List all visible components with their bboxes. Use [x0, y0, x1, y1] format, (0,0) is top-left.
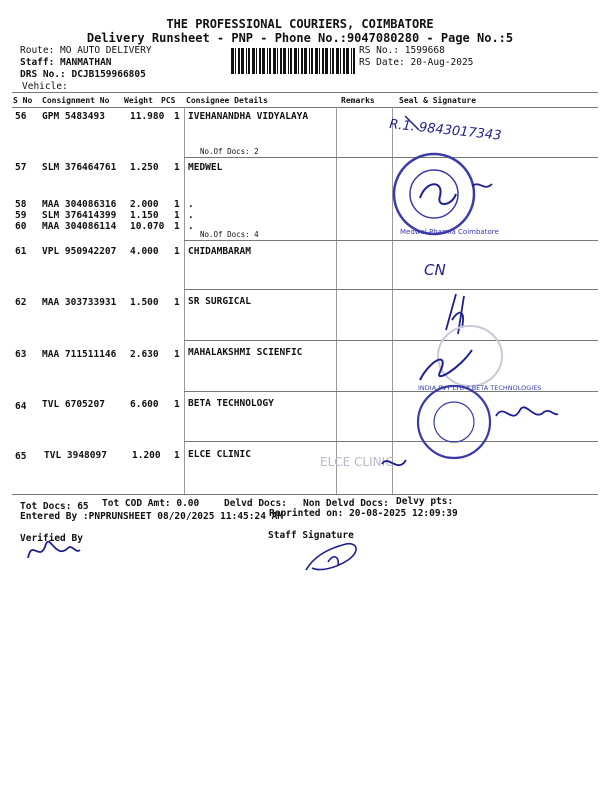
- non-delvd-docs: Non Delvd Docs:: [303, 498, 389, 509]
- handwritten-phone-row56: [385, 108, 555, 150]
- medwel-pharma-stamp: [392, 150, 502, 238]
- handwritten-initials-text: CN: [424, 261, 446, 279]
- barcode-bar: [301, 48, 303, 74]
- pcs: 1: [174, 297, 180, 308]
- row-divider: [184, 441, 598, 442]
- barcode: [231, 48, 355, 74]
- tot-cod-amt: Tot COD Amt: 0.00: [102, 498, 200, 509]
- consignment-no: MAA 711511146: [42, 349, 117, 360]
- barcode-bar: [288, 48, 289, 74]
- signature-stroke: [306, 544, 356, 570]
- row-divider: [184, 391, 598, 392]
- barcode-bar: [346, 48, 349, 74]
- stamp-inner-ring: [434, 402, 474, 442]
- rs-date: RS Date: 20-Aug-2025: [359, 57, 474, 68]
- signature-stroke: [446, 294, 464, 334]
- document-title: THE PROFESSIONAL COURIERS, COIMBATORE: [166, 17, 434, 31]
- delvy-pts: Delvy pts:: [396, 496, 454, 507]
- consignment-no: TVL 6705207: [42, 399, 105, 410]
- docs-note: No.Of Docs: 4: [200, 230, 259, 239]
- sno: 62: [15, 297, 27, 308]
- col-sno: S No: [13, 96, 33, 105]
- signature-stroke: [28, 542, 80, 558]
- barcode-bar: [336, 48, 339, 74]
- barcode-bar: [319, 48, 320, 74]
- handwritten-initials-row61: [420, 255, 460, 285]
- route-label: Route: MO AUTO DELIVERY: [20, 45, 152, 56]
- col-consignment: Consignment No: [42, 96, 110, 105]
- sno: 56: [15, 111, 27, 122]
- weight: 2.000: [130, 199, 159, 210]
- pcs: 1: [174, 349, 180, 360]
- consignee: BETA TECHNOLOGY: [188, 398, 274, 409]
- consignee: .: [188, 199, 194, 210]
- row-divider: [184, 340, 598, 341]
- pcs: 1: [174, 399, 180, 410]
- stamp-lettering: Medwel Pharma Coimbatore: [400, 228, 499, 236]
- header-top-rule: [12, 92, 598, 93]
- col-separator: [336, 107, 337, 495]
- signature-stroke: [382, 460, 406, 465]
- rs-number: RS No.: 1599668: [359, 45, 445, 56]
- tot-docs: Tot Docs: 65: [20, 501, 89, 512]
- consignment-no: MAA 303733931: [42, 297, 117, 308]
- pcs: 1: [174, 210, 180, 221]
- barcode-bar: [351, 48, 352, 74]
- barcode-bar: [241, 48, 244, 74]
- beta-technologies-stamp: [412, 382, 562, 462]
- barcode-bar: [309, 48, 310, 74]
- stamp-inner-ring: [410, 170, 458, 218]
- sno: 60: [15, 221, 27, 232]
- col-pcs: PCS: [161, 96, 176, 105]
- docs-note: No.Of Docs: 2: [200, 147, 259, 156]
- stamp-outer-ring: [394, 154, 474, 234]
- barcode-bar: [248, 48, 250, 74]
- weight: 1.250: [130, 162, 159, 173]
- consignee: MAHALAKSHMI SCIENFIC: [188, 347, 303, 358]
- stamp-signature-scribble: [420, 184, 456, 204]
- barcode-bar: [283, 48, 286, 74]
- barcode-bar: [332, 48, 334, 74]
- consignee: IVEHANANDHA VIDYALAYA: [188, 111, 309, 122]
- barcode-bar: [322, 48, 324, 74]
- entered-by: Entered By :PNPRUNSHEET 08/20/2025 11:45:24 AM: [20, 511, 284, 522]
- col-separator: [184, 107, 185, 495]
- barcode-bar: [294, 48, 297, 74]
- staff-label: Staff: MANMATHAN: [20, 57, 112, 68]
- barcode-bar: [315, 48, 318, 74]
- row-divider: [184, 289, 598, 290]
- staff-signature-label: Staff Signature: [268, 530, 354, 541]
- weight: 1.200: [132, 450, 161, 461]
- barcode-bar: [273, 48, 276, 74]
- barcode-bar: [290, 48, 292, 74]
- pcs: 1: [174, 246, 180, 257]
- col-weight: Weight: [124, 96, 153, 105]
- barcode-bar: [311, 48, 313, 74]
- barcode-bar: [353, 48, 355, 74]
- consignee: MEDWEL: [188, 162, 223, 173]
- faint-stamp-ring: [438, 326, 502, 386]
- handwritten-phone-text: R.1. 9843017343: [388, 117, 502, 144]
- barcode-bar: [238, 48, 240, 74]
- col-separator: [392, 107, 393, 495]
- vehicle-label: Vehicle:: [22, 81, 68, 92]
- col-remarks: Remarks: [341, 96, 375, 105]
- consignee: SR SURGICAL: [188, 296, 251, 307]
- barcode-bar: [343, 48, 345, 74]
- signature-stroke: [420, 350, 472, 380]
- barcode-bar: [325, 48, 328, 74]
- sno: 59: [15, 210, 27, 221]
- sno: 64: [15, 401, 27, 412]
- barcode-bar: [340, 48, 341, 74]
- signature-row63: [410, 320, 510, 392]
- barcode-bar: [235, 48, 236, 74]
- weight: 10.070: [130, 221, 165, 232]
- weight: 1.150: [130, 210, 159, 221]
- stamp-tail-stroke: [472, 184, 492, 187]
- barcode-bar: [330, 48, 331, 74]
- elce-clinic-stamp: [318, 448, 518, 496]
- consignee: ELCE CLINIC: [188, 449, 251, 460]
- table-bottom-rule: [12, 494, 598, 495]
- delvd-docs: Delvd Docs:: [224, 498, 287, 509]
- consignee: .: [188, 221, 194, 232]
- stamp-outer-ring: [418, 386, 490, 458]
- pcs: 1: [174, 199, 180, 210]
- col-consignee: Consignee Details: [186, 96, 268, 105]
- barcode-bar: [267, 48, 268, 74]
- header-bottom-rule: [12, 107, 598, 108]
- consignment-no: SLM 376464761: [42, 162, 117, 173]
- stamp-lettering: ELCE CLINIC: [320, 455, 394, 469]
- barcode-bar: [256, 48, 257, 74]
- consignee: .: [188, 210, 194, 221]
- handwritten-underline: [405, 116, 419, 130]
- weight: 1.500: [130, 297, 159, 308]
- sno: 65: [15, 451, 27, 462]
- col-seal: Seal & Signature: [399, 96, 477, 105]
- consignee: CHIDAMBARAM: [188, 246, 251, 257]
- barcode-bar: [231, 48, 234, 74]
- barcode-bar: [269, 48, 271, 74]
- barcode-bar: [280, 48, 282, 74]
- sno: 57: [15, 162, 27, 173]
- row-divider: [184, 157, 598, 158]
- barcode-bar: [277, 48, 278, 74]
- barcode-bar: [298, 48, 299, 74]
- consignment-no: TVL 3948097: [44, 450, 107, 461]
- barcode-bar: [259, 48, 261, 74]
- signature-stroke: [496, 407, 558, 416]
- consignment-no: VPL 950942207: [42, 246, 117, 257]
- signature-row62: [438, 290, 478, 338]
- pcs: 1: [174, 221, 180, 232]
- reprinted-on: Reprinted on: 20-08-2025 12:09:39: [269, 508, 458, 519]
- pcs: 1: [174, 162, 180, 173]
- row-divider: [184, 240, 598, 241]
- weight: 11.980: [130, 111, 165, 122]
- barcode-bar: [252, 48, 255, 74]
- consignment-no: MAA 304086114: [42, 221, 117, 232]
- sno: 61: [15, 246, 27, 257]
- sno: 63: [15, 349, 27, 360]
- drs-number: DRS No.: DCJB159966805: [20, 69, 146, 80]
- pcs: 1: [174, 450, 180, 461]
- barcode-bar: [304, 48, 307, 74]
- weight: 6.600: [130, 399, 159, 410]
- consignment-no: GPM 5483493: [42, 111, 105, 122]
- staff-signature: [300, 538, 370, 578]
- weight: 4.000: [130, 246, 159, 257]
- sno: 58: [15, 199, 27, 210]
- weight: 2.630: [130, 349, 159, 360]
- barcode-bar: [262, 48, 265, 74]
- barcode-bar: [246, 48, 247, 74]
- consignment-no: MAA 304086316: [42, 199, 117, 210]
- consignment-no: SLM 376414399: [42, 210, 117, 221]
- verified-by: Verified By: [20, 533, 83, 544]
- pcs: 1: [174, 111, 180, 122]
- document-subtitle: Delivery Runsheet - PNP - Phone No.:9047080280 - Page No.:5: [86, 31, 514, 45]
- stamp-lettering: INDIA PVT LTD * BETA TECHNOLOGIES: [418, 384, 542, 392]
